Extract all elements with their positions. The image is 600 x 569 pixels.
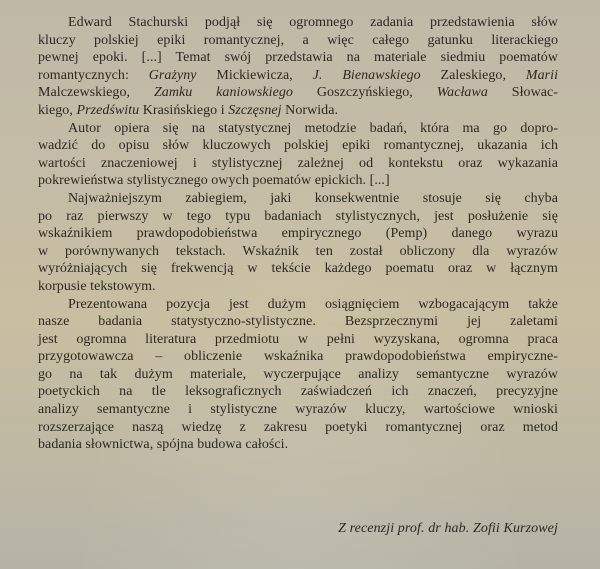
paragraph-2	[38, 120, 558, 190]
text-segment: Goszczyńskiego,	[292, 85, 437, 101]
text-line: jest ogromna literatura przedmiotu w pełni wyzyskana, ogromna praca	[38, 331, 558, 347]
italic-title: Wacława	[436, 85, 488, 101]
review-source-attribution: Z recenzji prof. dr hab. Zofii Kurzowej	[338, 521, 558, 536]
text-line: Edward Stachurski podjął się ogromnego zadania przedstawienia słów	[68, 15, 558, 30]
italic-title: Marii	[525, 67, 559, 83]
book-cover-text-block	[38, 14, 558, 559]
text-line: nasze badania statystyczno-stylistyczne. Bezsprzecznymi jej zaletami	[38, 314, 558, 330]
text-line: korpusie tekstowym.	[38, 278, 156, 294]
italic-title: Przedświtu	[76, 102, 140, 118]
text-segment: Malczewskiego,	[38, 85, 154, 101]
text-line	[38, 102, 558, 120]
text-line: pewnej epoki. [...] Temat swój przedstawia na materiale siedmiu poematów	[38, 50, 558, 66]
italic-title: Zamku kaniowskiego	[153, 85, 293, 101]
text-line: go na tak dużym materiale, wyczerpujące analizy semantyczne wyrazów	[38, 366, 558, 382]
text-line: wadzić do opisu słów kluczowych polskiej epiki romantycznej, ukazania ich	[38, 138, 558, 154]
text-line: wskaźnikiem prawdopodobieństwa empirycznego (Pemp) danego wyrazu	[38, 226, 558, 242]
text-line: wartości znaczeniowej i stylistycznej zależnej od kontekstu oraz wykazania	[38, 155, 558, 171]
text-line: wyróżniających się frekwencją w tekście każdego poematu oraz w łącznym	[38, 261, 558, 277]
text-line	[38, 67, 558, 85]
paragraph-3	[38, 190, 558, 296]
text-line: Autor opiera się na statystycznej metodzie badań, która ma go dopro-	[68, 120, 558, 136]
text-line: Najważniejszym zabiegiem, jaki konsekwentnie stosuje się chyba	[68, 190, 558, 206]
text-segment: Mickiewicza,	[196, 67, 313, 83]
text-segment: romantycznych:	[38, 67, 149, 83]
text-line: po raz pierwszy w tego typu badaniach stylistycznych, jest posłużenie się	[38, 208, 558, 224]
text-segment: Norwida.	[281, 102, 339, 118]
text-line: w porównywanych tekstach. Wskaźnik ten został obliczony dla wyrazów	[38, 243, 558, 259]
text-line: Prezentowana pozycja jest dużym osiągnięciem wzbogacającym także	[68, 296, 558, 312]
text-line: pokrewieństwa stylistycznego owych poematów epickich. [...]	[38, 173, 390, 189]
italic-title: Szczęsnej	[228, 102, 282, 118]
italic-title: J. Bienawskiego	[312, 67, 421, 83]
text-line: analizy semantyczne i stylistyczne wyrazów kluczy, wartościowe wnioski	[38, 402, 558, 418]
review-excerpt	[38, 14, 558, 454]
paragraph-4	[38, 296, 558, 454]
text-segment: Zaleskiego,	[420, 67, 526, 83]
text-line: poetyckich na tle leksograficznych zaświadczeń ich znaczeń, precyzyjne	[38, 384, 558, 400]
text-line: badania słownictwa, spójna budowa całości.	[38, 437, 289, 453]
italic-title: Grażyny	[148, 67, 197, 83]
paragraph-1	[38, 14, 558, 120]
text-segment: kiego,	[38, 102, 77, 118]
text-line	[38, 84, 558, 102]
text-segment: Krasińskiego i	[139, 102, 229, 118]
text-line: kluczy polskiej epiki romantycznej, a więc całego gatunku literackiego	[38, 32, 558, 48]
text-segment: Słowac-	[487, 85, 559, 101]
text-line: przygotowawcza – obliczenie wskaźnika prawdopodobieństwa empiryczne-	[38, 349, 558, 365]
text-line: rozszerzające naszą wiedzę z zakresu poetyki romantycznej oraz metod	[38, 419, 558, 435]
